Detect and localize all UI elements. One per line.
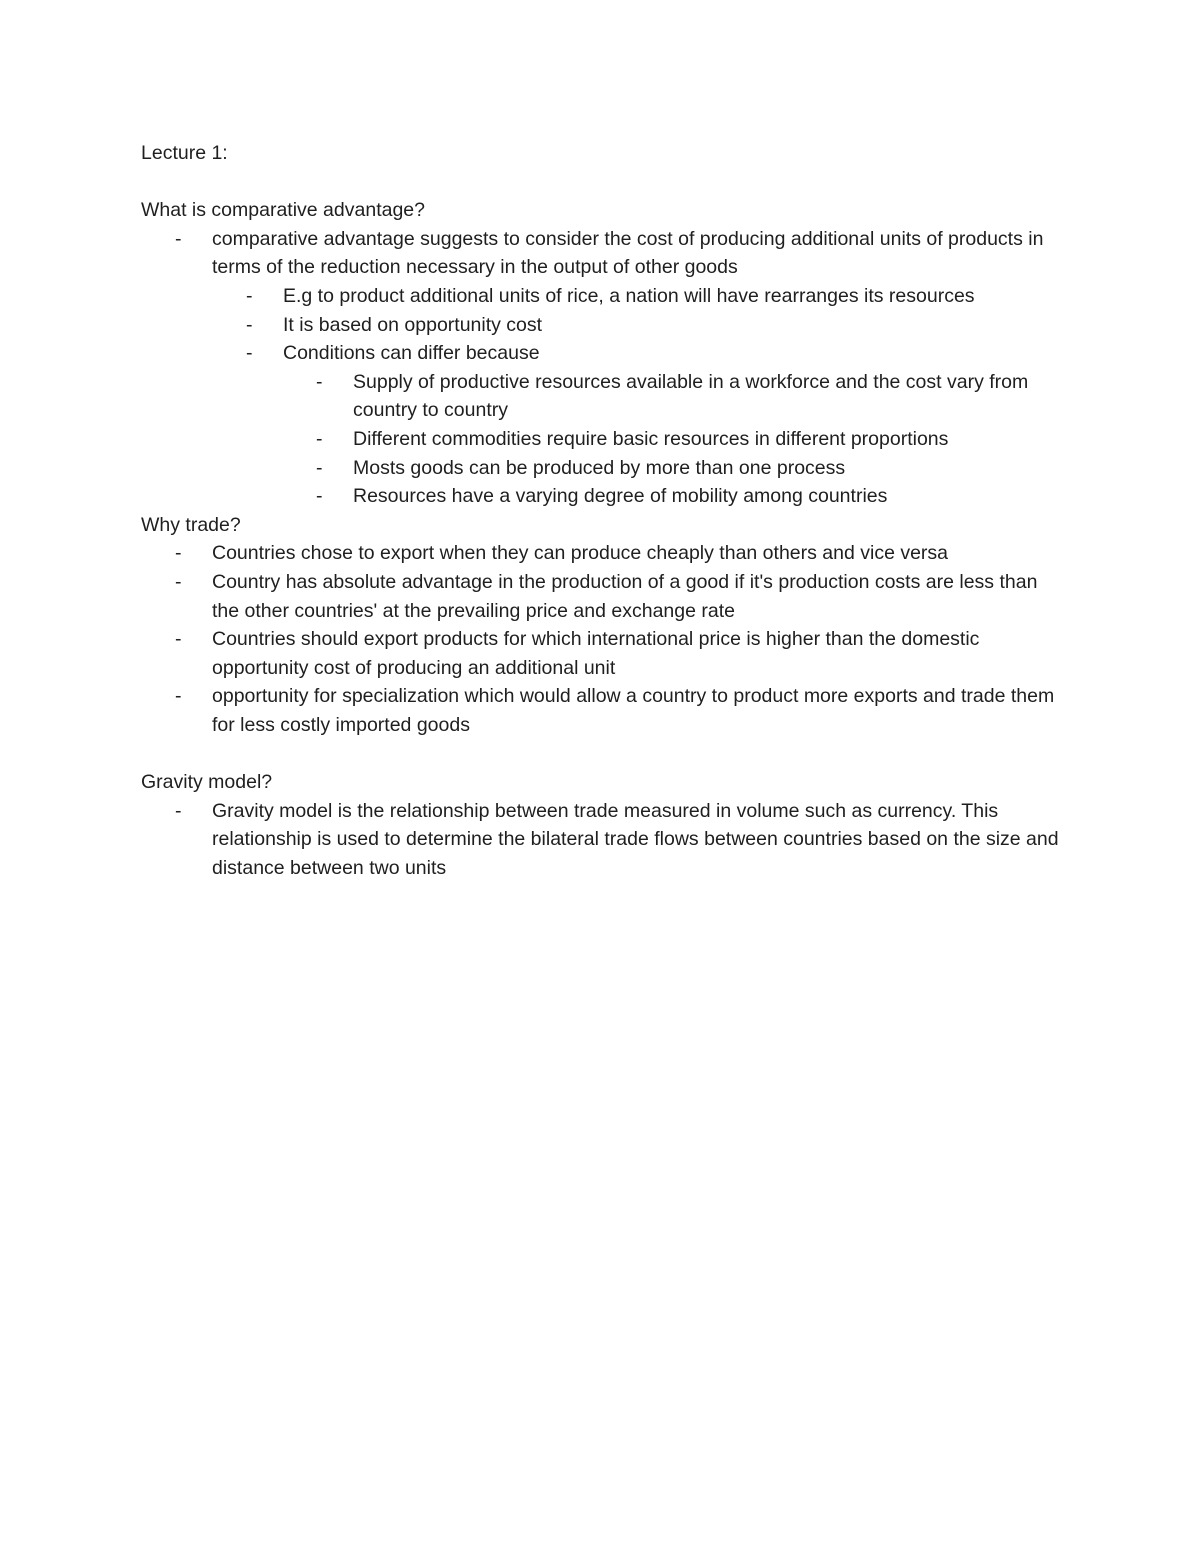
list-item-text: Countries should export products for which international price is higher than the domestic opportunity cost of producing an additional unit [212,628,980,679]
bullet-dash: - [175,628,182,651]
bullet-dash: - [316,456,323,479]
list-item [141,568,1061,625]
list-item [141,282,1061,311]
bullet-dash: - [246,313,253,336]
bullet-dash: - [175,227,182,250]
list-item [141,225,1061,282]
comparative-advantage-list [141,225,1061,511]
bullet-dash: - [175,685,182,708]
bullet-dash: - [246,342,253,365]
spacer [141,168,1061,197]
list-item [141,454,1061,483]
document-page [141,139,1061,882]
page-title: Lecture 1: [141,142,228,164]
list-item-text: Mosts goods can be produced by more than one process [353,456,846,479]
bullet-dash: - [246,284,253,307]
bullet-dash: - [175,570,182,593]
list-item-text: E.g to product additional units of rice, a nation will have rearranges its resources [283,284,975,307]
list-item-text: Resources have a varying degree of mobility among countries [353,485,888,508]
list-item-text: It is based on opportunity cost [283,313,543,336]
list-item [141,539,1061,568]
list-item [141,339,1061,368]
bullet-dash: - [175,542,182,565]
bullet-dash: - [316,485,323,508]
section-heading-gravity-model: Gravity model? [141,771,273,794]
list-item-text: Different commodities require basic resources in different proportions [353,427,949,450]
list-item [141,797,1061,883]
list-item-text: Countries chose to export when they can produce cheaply than others and vice versa [212,542,949,565]
list-item [141,368,1061,425]
list-item-text: Supply of productive resources available in a workforce and the cost vary from country to country [353,370,1029,422]
list-item-text: Gravity model is the relationship between trade measured in volume such as currency. This relationship is used to determine the bilateral trade flows between countries based on the size and distance between two units [212,799,1059,879]
list-item-text: Country has absolute advantage in the production of a good if it's production costs are less than the other countries' at the prevailing price and exchange rate [212,570,1038,622]
bullet-dash: - [175,799,182,822]
list-item [141,625,1061,682]
why-trade-list [141,539,1061,739]
list-item [141,311,1061,340]
list-item [141,482,1061,511]
list-item [141,682,1061,739]
spacer [141,739,1061,768]
bullet-dash: - [316,370,323,393]
section-heading-comparative-advantage: What is comparative advantage? [141,199,425,222]
gravity-model-list [141,797,1061,883]
list-item [141,425,1061,454]
bullet-dash: - [316,427,323,450]
section-heading-why-trade: Why trade? [141,513,241,536]
list-item-text: Conditions can differ because [283,342,540,365]
list-item-text: opportunity for specialization which would allow a country to product more exports and trade them for less costly imported goods [212,685,1055,736]
list-item-text: comparative advantage suggests to consider the cost of producing additional units of products in terms of the reduction necessary in the output of other goods [212,227,1044,279]
